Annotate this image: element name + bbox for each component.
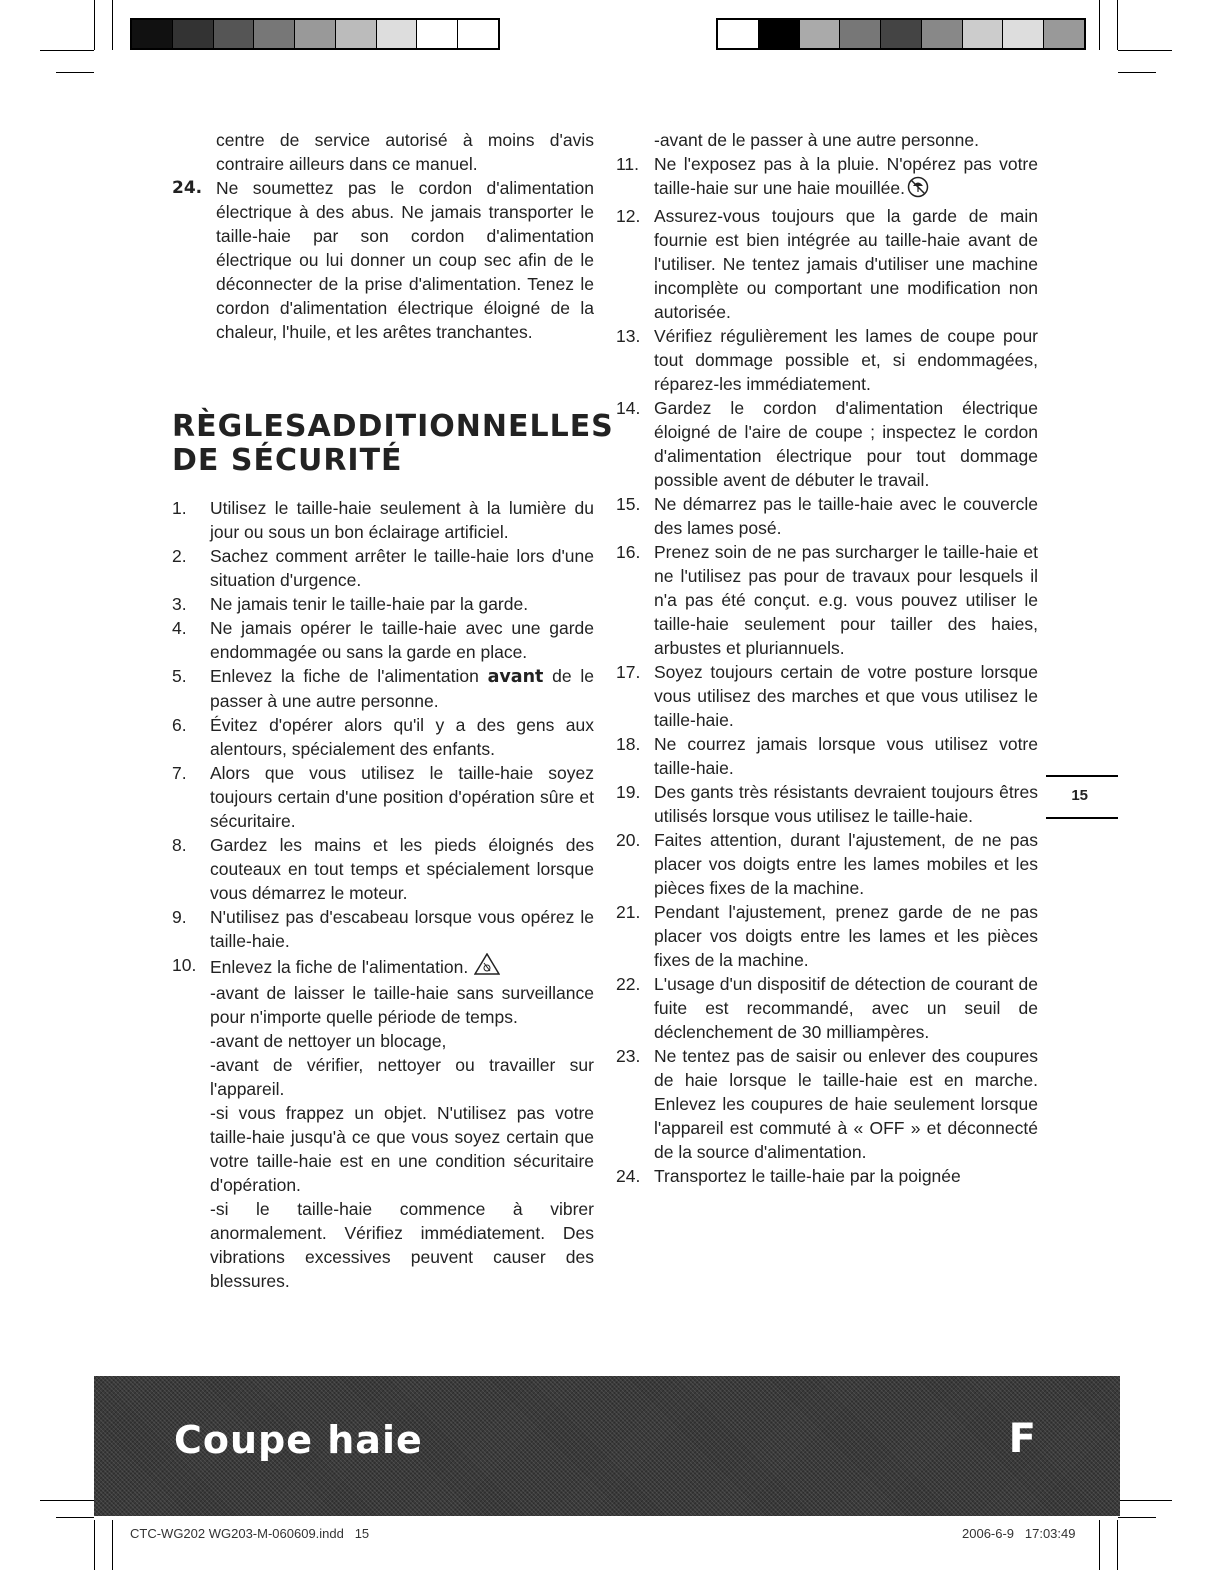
item-number: 1.	[172, 498, 187, 518]
list-item	[172, 833, 594, 905]
print-slug-date: 2006-6-9 17:03:49	[962, 1526, 1076, 1541]
item-text: Vérifiez régulièrement les lames de coupe pour tout dommage possible et, si endommagées, réparez-les immédiatement.	[654, 326, 1038, 394]
list-item	[172, 713, 594, 761]
item-text: Ne soumettez pas le cordon d'alimentation électrique à des abus. Ne jamais transporter le taille-haie par son cordon d'alimentation électrique ou lui donner un coup sec afin de le déconnecter de la prise d'alimentation. Tenez le cordon d'alimentation électrique éloigné de la chaleur, l'huile, et les arêtes tranchantes.	[216, 178, 594, 342]
no-rain-icon	[907, 176, 929, 204]
list-item	[172, 616, 594, 664]
item-text: Ne jamais opérer le taille-haie avec une garde endommagée ou sans la garde en place.	[210, 618, 594, 662]
crop-mark	[1118, 50, 1172, 51]
item-number: 15.	[616, 494, 641, 514]
item-number: 10.	[172, 955, 197, 975]
item-text-part: Ne l'exposez pas à la pluie. N'opérez pas votre taille-haie sur une haie mouillée.	[654, 154, 1038, 198]
item-text: Pendant l'ajustement, prenez garde de ne pas placer vos doigts entre les lames et les pièces fixes de la machine.	[654, 902, 1038, 970]
crop-mark	[94, 1520, 95, 1570]
item-number: 8.	[172, 835, 187, 855]
list-item	[172, 496, 594, 544]
print-slug-file: CTC-WG202 WG203-M-060609.indd 15	[130, 1526, 370, 1541]
item-number: 9.	[172, 907, 187, 927]
crop-mark	[1118, 1500, 1172, 1501]
item-number: 23.	[616, 1046, 641, 1066]
list-item	[172, 905, 594, 953]
item-number: 22.	[616, 974, 641, 994]
crop-mark	[94, 0, 95, 50]
item-text: N'utilisez pas d'escabeau lorsque vous opérez le taille-haie.	[210, 907, 594, 951]
item-text: Des gants très résistants devraient toujours êtres utilisés lorsque vous utilisez le taille-haie.	[654, 782, 1038, 826]
list-item	[616, 900, 1038, 972]
list-item	[616, 660, 1038, 732]
heading-word: RÈGLES	[172, 409, 308, 444]
crop-mark	[112, 0, 113, 50]
crop-mark	[1099, 1520, 1100, 1570]
crop-mark	[1117, 1520, 1118, 1570]
list-item	[616, 396, 1038, 492]
item-number: 2.	[172, 546, 187, 566]
item-number: 11.	[616, 154, 640, 174]
footer-band	[94, 1376, 1120, 1516]
crop-mark	[1118, 72, 1156, 73]
list-item	[616, 972, 1038, 1044]
list-item	[172, 544, 594, 592]
item-number: 7.	[172, 763, 187, 783]
right-column	[616, 128, 1038, 1188]
item-text: Prenez soin de ne pas surcharger le taille-haie et ne l'utilisez pas pour de travaux pour lesquels il n'a pas été conçut. e.g. vous pouvez utiliser le taille-haie seulement pour tailler des haies, arbustes et pluriannuels.	[654, 542, 1038, 658]
item-text-emphasis: avant	[487, 667, 544, 687]
heading-word: ADDITIONNELLES	[307, 409, 614, 444]
item-text: Utilisez le taille-haie seulement à la lumière du jour ou sous un bon éclairage artificiel.	[210, 498, 594, 542]
list-item	[616, 324, 1038, 396]
item-text: Alors que vous utilisez le taille-haie soyez toujours certain d'une position d'opération sûre et sécuritaire.	[210, 763, 594, 831]
crop-mark	[56, 72, 94, 73]
list-item	[616, 492, 1038, 540]
page-number: 15	[1071, 787, 1088, 804]
item-text: Assurez-vous toujours que la garde de main fournie est bien intégrée au taille-haie avant de l'utiliser. Ne tentez jamais d'utiliser une machine incomplète ou comportant une modification non autorisée.	[654, 206, 1038, 322]
item-number: 18.	[616, 734, 641, 754]
sub-item: -si le taille-haie commence à vibrer anormalement. Vérifiez immédiatement. Des vibrations excessives peuvent causer des blessures.	[210, 1199, 594, 1291]
sub-item: -avant de laisser le taille-haie sans surveillance pour n'importe quelle période de temps.	[210, 983, 594, 1027]
item-number: 19.	[616, 782, 641, 802]
item-number: 24.	[616, 1166, 641, 1186]
item-text: Gardez le cordon d'alimentation électrique éloigné de l'aire de coupe ; inspectez le cordon d'alimentation électrique pour tout dommage possible avent de débuter le travail.	[654, 398, 1038, 490]
sub-item: -avant de nettoyer un blocage,	[210, 1031, 447, 1051]
item-number: 12.	[616, 206, 641, 226]
item-text: Ne jamais tenir le taille-haie par la garde.	[210, 594, 529, 614]
item-number: 24.	[172, 178, 203, 198]
list-item	[616, 1044, 1038, 1164]
list-item	[616, 540, 1038, 660]
item-number: 14.	[616, 398, 641, 418]
color-bar-left	[130, 18, 500, 50]
warning-plug-icon	[474, 953, 500, 981]
item-text: Ne courrez jamais lorsque vous utilisez votre taille-haie.	[654, 734, 1038, 778]
sub-item: -si vous frappez un objet. N'utilisez pas votre taille-haie jusqu'à ce que vous soyez certain que votre taille-haie est en une condition sécuritaire d'opération.	[210, 1103, 594, 1195]
item-text	[210, 664, 594, 713]
footer-title: Coupe haie	[174, 1418, 423, 1462]
item-number: 13.	[616, 326, 641, 346]
list-item	[172, 761, 594, 833]
item-text-part: Enlevez la fiche de l'alimentation.	[210, 957, 469, 977]
item-number: 5.	[172, 666, 187, 686]
crop-mark	[40, 50, 94, 51]
color-bar-right	[716, 18, 1086, 50]
crop-mark	[112, 1520, 113, 1570]
left-column	[172, 128, 614, 1293]
continued-text: centre de service autorisé à moins d'avis contraire ailleurs dans ce manuel.	[216, 130, 594, 174]
page-number-tab	[1046, 775, 1118, 819]
item-number: 21.	[616, 902, 641, 922]
item-text	[210, 953, 594, 981]
item-text: Évitez d'opérer alors qu'il y a des gens aux alentours, spécialement des enfants.	[210, 715, 594, 759]
item-number: 4.	[172, 618, 187, 638]
crop-mark	[1118, 1517, 1156, 1518]
list-item	[616, 732, 1038, 780]
item-number: 6.	[172, 715, 187, 735]
item-number: 16.	[616, 542, 641, 562]
item-text-part: Enlevez la fiche de l'alimentation	[210, 666, 488, 686]
heading-line: DE SÉCURITÉ	[172, 443, 403, 478]
item-text-part: de le passer à une autre personne.	[210, 666, 594, 711]
list-item	[616, 1164, 1038, 1188]
list-item	[172, 664, 594, 713]
language-code: F	[1008, 1416, 1036, 1462]
item-text	[654, 152, 1038, 204]
item-text: Ne démarrez pas le taille-haie avec le couvercle des lames posé.	[654, 494, 1038, 538]
list-item	[616, 780, 1038, 828]
list-item	[172, 953, 594, 981]
item-text: Soyez toujours certain de votre posture lorsque vous utilisez des marches et que vous utilisez le taille-haie.	[654, 662, 1038, 730]
crop-mark	[40, 1500, 94, 1501]
crop-mark	[1099, 0, 1100, 50]
item-number: 3.	[172, 594, 187, 614]
list-item	[172, 176, 594, 344]
item-text: Gardez les mains et les pieds éloignés des couteaux en tout temps et spécialement lorsque vous démarrez le moteur.	[210, 835, 594, 903]
crop-mark	[1117, 0, 1118, 50]
item-text: Ne tentez pas de saisir ou enlever des coupures de haie lorsque le taille-haie est en marche. Enlevez les coupures de haie seulement lorsque l'appareil est commuté à « OFF » et déconnecté de la source d'alimentation.	[654, 1046, 1038, 1162]
section-heading	[172, 409, 614, 478]
continued-text: -avant de le passer à une autre personne.	[654, 130, 979, 150]
list-item	[616, 152, 1038, 204]
item-text: Sachez comment arrêter le taille-haie lors d'une situation d'urgence.	[210, 546, 594, 590]
item-number: 20.	[616, 830, 641, 850]
item-text: Transportez le taille-haie par la poignée	[654, 1166, 961, 1186]
list-item	[616, 204, 1038, 324]
item-text: Faites attention, durant l'ajustement, de ne pas placer vos doigts entre les lames mobiles et les pièces fixes de la machine.	[654, 830, 1038, 898]
item-number: 17.	[616, 662, 641, 682]
sub-item: -avant de vérifier, nettoyer ou travailler sur l'appareil.	[210, 1055, 594, 1099]
list-item	[616, 828, 1038, 900]
item-text: L'usage d'un dispositif de détection de courant de fuite est recommandé, avec un seuil de déclenchement de 30 milliampères.	[654, 974, 1038, 1042]
crop-mark	[56, 1517, 94, 1518]
list-item	[172, 592, 594, 616]
